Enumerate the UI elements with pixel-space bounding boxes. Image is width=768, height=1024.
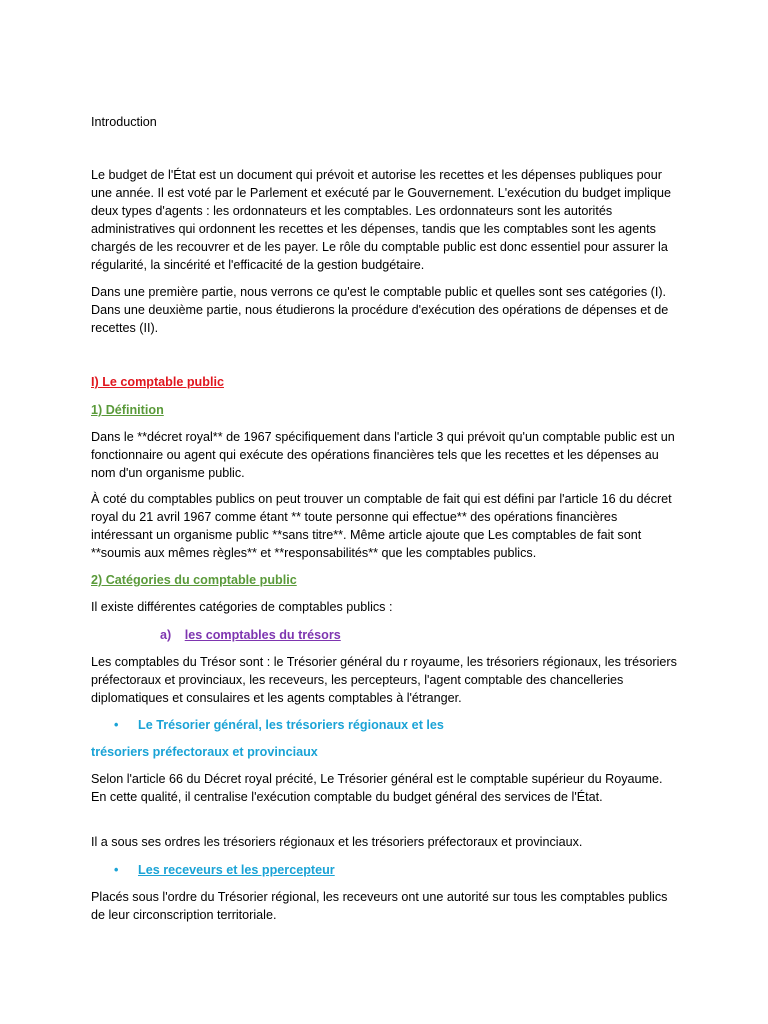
receveurs-paragraph: Placés sous l'ordre du Trésorier régional, les receveurs ont une autorité sur tous les comptables publics de leur circonscription territoriale. (91, 890, 668, 922)
tresor-paragraph: Les comptables du Trésor sont : le Trésorier général du r royaume, les trésoriers régionaux, les trésoriers préfectoraux et provinciaux, les receveurs, les percepteurs, l'agent comptable des chancelleries diplomatiques et consulaires et les agents comptables à l'étranger. (91, 655, 677, 705)
definition-paragraph-2: À coté du comptables publics on peut trouver un comptable de fait qui est défini par l'article 16 du décret royal du 21 avril 1967 comme étant ** toute personne qui effectue** des opérations financières intéressant un organisme public **sans titre**. Même article ajoute que Les comptables de fait sont **soumis aux mêmes règles** et **responsabilités** que les comptables publics. (91, 492, 672, 560)
list-item-a (160, 626, 560, 644)
bullet-2-icon: • (114, 863, 119, 877)
definition-paragraph-1: Dans le **décret royal** de 1967 spécifiquement dans l'article 3 qui prévoit qu'un comptable public est un fonctionnaire ou agent qui exécute des opérations financières tels que les recettes et les dépenses au nom d'un organisme public. (91, 430, 675, 480)
tresorier-paragraph-2: Il a sous ses ordres les trésoriers régionaux et les trésoriers préfectoraux et provinciaux. (91, 835, 583, 849)
intro-heading: Introduction (91, 115, 157, 129)
list-item-a-label: les comptables du trésors (184, 628, 341, 642)
categories-intro: Il existe différentes catégories de comptables publics : (91, 600, 393, 614)
intro-paragraph-1: Le budget de l'État est un document qui prévoit et autorise les recettes et les dépenses publiques pour une année. Il est voté par le Parlement et exécuté par le Gouvernement. L'exécution du budget implique deux types d'agents : les ordonnateurs et les comptables. Les ordonnateurs sont les autorités administratives qui ordonnent les recettes et les dépenses, tandis que les comptables sont les agents chargés de les recouvrer et de les payer. Le rôle du comptable public est donc essentiel pour assurer la régularité, la sincérité et l'efficacité de la gestion budgétaire. (91, 168, 671, 272)
bullet-1-line-1: Le Trésorier général, les trésoriers régionaux et les (138, 718, 444, 732)
list-item-a-marker: a) (160, 628, 172, 642)
bullet-2-label: Les receveurs et les ppercepteur (138, 863, 335, 877)
tresorier-paragraph-1: Selon l'article 66 du Décret royal précité, Le Trésorier général est le comptable supérieur du Royaume. En cette qualité, il centralise l'exécution comptable du budget général des services de l'État. (91, 772, 663, 804)
subsection-2-heading: 2) Catégories du comptable public (91, 573, 297, 587)
intro-paragraph-2: Dans une première partie, nous verrons ce qu'est le comptable public et quelles sont ses catégories (I). Dans une deuxième partie, nous étudierons la procédure d'exécution des opérations de dépenses et de recettes (II). (91, 285, 669, 335)
section-1-heading: I) Le comptable public (91, 375, 224, 389)
subsection-1-heading: 1) Définition (91, 403, 164, 417)
bullet-1-icon: • (114, 718, 119, 732)
bullet-1-line-2: trésoriers préfectoraux et provinciaux (91, 745, 318, 759)
